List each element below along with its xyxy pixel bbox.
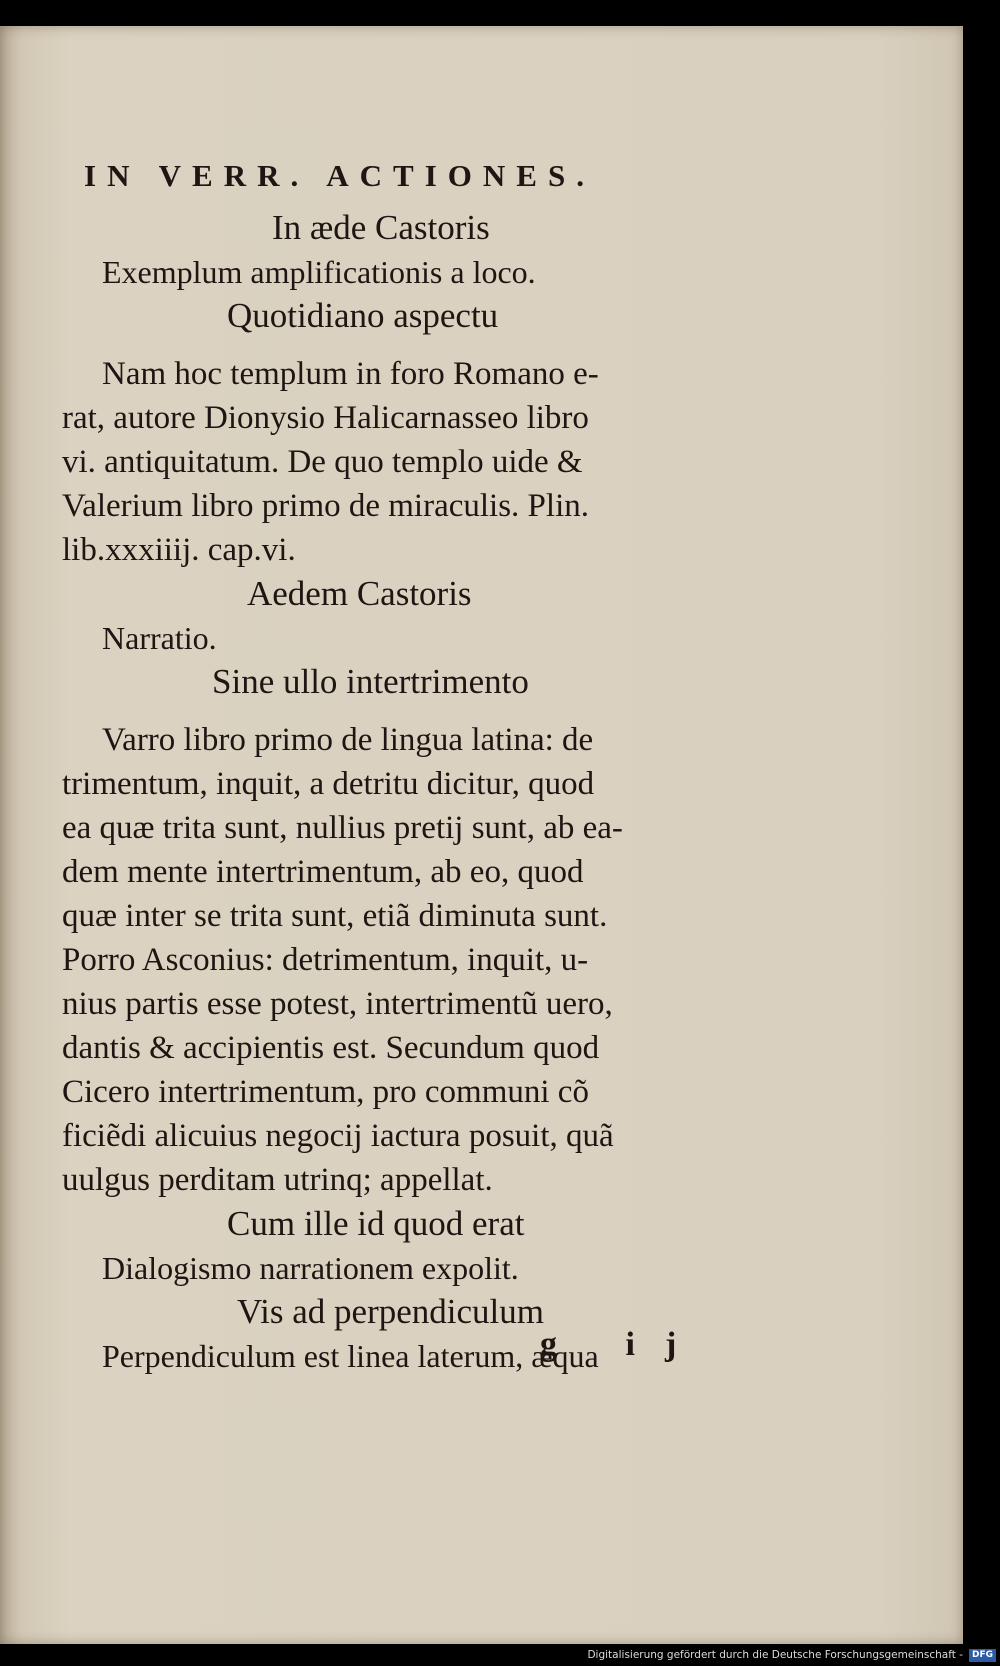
footer-credit: Digitalisierung gefördert durch die Deutsche Forschungsgemeinschaft - <box>587 1649 963 1661</box>
page-text <box>62 146 722 1378</box>
spacer <box>62 338 722 352</box>
digitization-footer <box>0 1644 1000 1666</box>
text-line: rat, autore Dionysio Halicarnasseo libro <box>62 400 589 436</box>
text-body <box>62 206 722 1378</box>
side-note: Perpendiculum est linea laterum, æqua <box>102 1338 599 1374</box>
text-line: Valerium libro primo de miraculis. Plin. <box>62 488 590 524</box>
text-line: trimentum, inquit, a detritu dicitur, quod <box>62 766 595 802</box>
signature-mark: g ij <box>540 1326 707 1363</box>
side-note: Exemplum amplificationis a loco. <box>102 254 536 290</box>
lemma-heading: Sine ullo intertrimento <box>212 662 529 701</box>
text-line: Porro Asconius: detrimentum, inquit, u- <box>62 942 589 978</box>
text-line: dem mente intertrimentum, ab eo, quod <box>62 854 584 890</box>
side-note: Narratio. <box>102 620 217 656</box>
book-page <box>0 26 963 1644</box>
text-line: Nam hoc templum in foro Romano e- <box>102 356 599 392</box>
text-line: quæ inter se trita sunt, etiã diminuta sunt. <box>62 898 608 934</box>
lemma-heading: Cum ille id quod erat <box>227 1204 525 1243</box>
lemma-heading: Aedem Castoris <box>247 574 472 613</box>
text-line: vi. antiquitatum. De quo templo uide & <box>62 444 583 480</box>
text-line: Varro libro primo de lingua latina: de <box>102 722 594 758</box>
text-line: ea quæ trita sunt, nullius pretij sunt, ab ea- <box>62 810 623 846</box>
text-line: uulgus perditam utrinq; appellat. <box>62 1162 493 1198</box>
running-head: IN VERR. ACTIONES. <box>84 158 595 193</box>
text-line: nius partis esse potest, intertrimentũ uero, <box>62 986 613 1022</box>
text-line: Cicero intertrimentum, pro communi cõ <box>62 1074 589 1110</box>
commentary-paragraph <box>62 718 722 1202</box>
text-line: ficiẽdi alicuius negocij iactura posuit, quã <box>62 1118 614 1154</box>
lemma-heading: Quotidiano aspectu <box>227 296 499 335</box>
lemma-heading: Vis ad perpendiculum <box>237 1292 544 1331</box>
lemma-heading: In æde Castoris <box>272 208 490 247</box>
dfg-logo: DFG <box>969 1649 996 1662</box>
side-note: Dialogismo narrationem expolit. <box>102 1250 519 1286</box>
text-line: lib.xxxiiij. cap.vi. <box>62 532 296 568</box>
spacer <box>62 704 722 718</box>
text-line: dantis & accipientis est. Secundum quod <box>62 1030 600 1066</box>
commentary-paragraph <box>62 352 722 572</box>
